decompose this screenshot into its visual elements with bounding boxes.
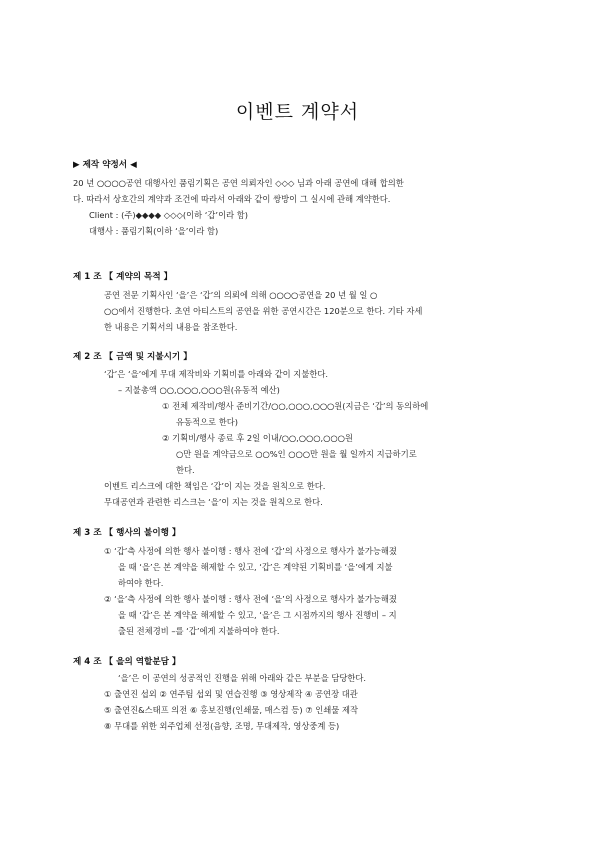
article-2-line: 한다. [176,465,195,475]
intro-client: Client : (주)◆◆◆◆ ◇◇◇(이하 ‘갑’이라 함) [89,210,248,220]
article-3-line: 하여야 한다. [118,578,164,588]
article-3-heading: 제 3 조 【 행사의 불이행 】 [73,528,181,538]
article-2-line: – 지불총액 ○○,○○○,○○○원(유동적 예산) [118,385,280,395]
article-4-line: ‘을’은 이 공연의 성공적인 진행을 위해 아래와 같은 부분을 담당한다. [118,673,367,683]
intro-line-1: 20 년 ○○○○공연 대행사인 품림기획은 공연 의뢰자인 ◇◇◇ 님과 아래 공연에 대해 합의한 [73,178,404,188]
article-1-line: 공연 전문 기획사인 ‘을’은 ‘갑’의 의뢰에 의해 ○○○○공연을 20 년 월 일 ○ [104,290,378,300]
article-2-line: ② 기획비/행사 종료 후 2일 이내/○○,○○○,○○○원 [162,433,353,443]
article-3-line: 을 때 ‘갑’은 본 계약을 해제할 수 있고, ‘을’은 그 시점까지의 행사 진행비 – 지 [118,610,397,620]
article-2-line: ○만 원을 계약금으로 ○○%인 ○○○만 원을 월 일까지 지급하기로 [176,449,417,459]
article-3-line: ② ‘을’측 사정에 의한 행사 불이행 : 행사 전에 ‘을’의 사정으로 행사가 불가능해졌 [104,594,397,604]
article-4-heading: 제 4 조 【 을의 역할분담 】 [73,657,181,667]
article-2-line: 유동적으로 한다) [176,417,238,427]
article-3-line: ① ‘갑’측 사정에 의한 행사 불이행 : 행사 전에 ‘갑’의 사정으로 행사가 불가능해졌 [104,546,397,556]
article-2-line: 무대공연과 관련한 리스크는 ‘을’이 지는 것을 원칙으로 한다. [104,497,323,507]
intro-line-2: 다. 따라서 상호간의 계약과 조건에 따라서 아래와 같이 쌍방이 그 실시에 관해 계약한다. [73,194,391,204]
document-title: 이벤트 계약서 [235,101,360,123]
article-1-line: ○○에서 진행한다. 초연 아티스트의 공연을 위한 공연시간은 120분으로 한다. 기타 자세 [104,306,423,316]
article-4-line: ① 출연진 섭외 ② 연주팀 섭외 및 연습진행 ③ 영상제작 ④ 공연장 대관 [104,689,358,699]
article-1-line: 한 내용은 기획서의 내용을 참조한다. [104,322,238,332]
article-1-heading: 제 1 조 【 계약의 목적 】 [73,272,173,282]
article-2-heading: 제 2 조 【 금액 및 지불시기 】 [73,352,192,362]
article-2-line: ‘갑’은 ‘을’에게 무대 제작비와 기획비를 아래와 같이 지불한다. [104,369,329,379]
article-3-line: 을 때 ‘을’은 본 계약을 해제할 수 있고, ‘갑’은 계약된 기획비를 ‘을’에게 지불 [118,562,393,572]
intro-agency: 대행사 : 품림기획(이하 ‘을’이라 함) [89,226,219,236]
article-3-line: 출된 전체경비 –를 ‘갑’에게 지불하여야 한다. [118,626,280,636]
intro-heading: ▶ 제작 약정서 ◀ [73,160,137,170]
article-2-line: ① 전체 제작비/행사 준비기간/○○,○○○,○○○원(지금은 ‘갑’의 동의하에 [162,401,429,411]
article-2-line: 이벤트 리스크에 대한 책임은 ‘갑’이 지는 것을 원칙으로 한다. [104,481,326,491]
article-4-line: ⑤ 출연진&스태프 의전 ⑥ 홍보진행(인쇄물, 매스컴 등) ⑦ 인쇄물 제작 [104,705,358,715]
article-4-line: ⑧ 무대를 위한 외주업체 선정(음향, 조명, 무대제작, 영상중계 등) [104,721,340,731]
